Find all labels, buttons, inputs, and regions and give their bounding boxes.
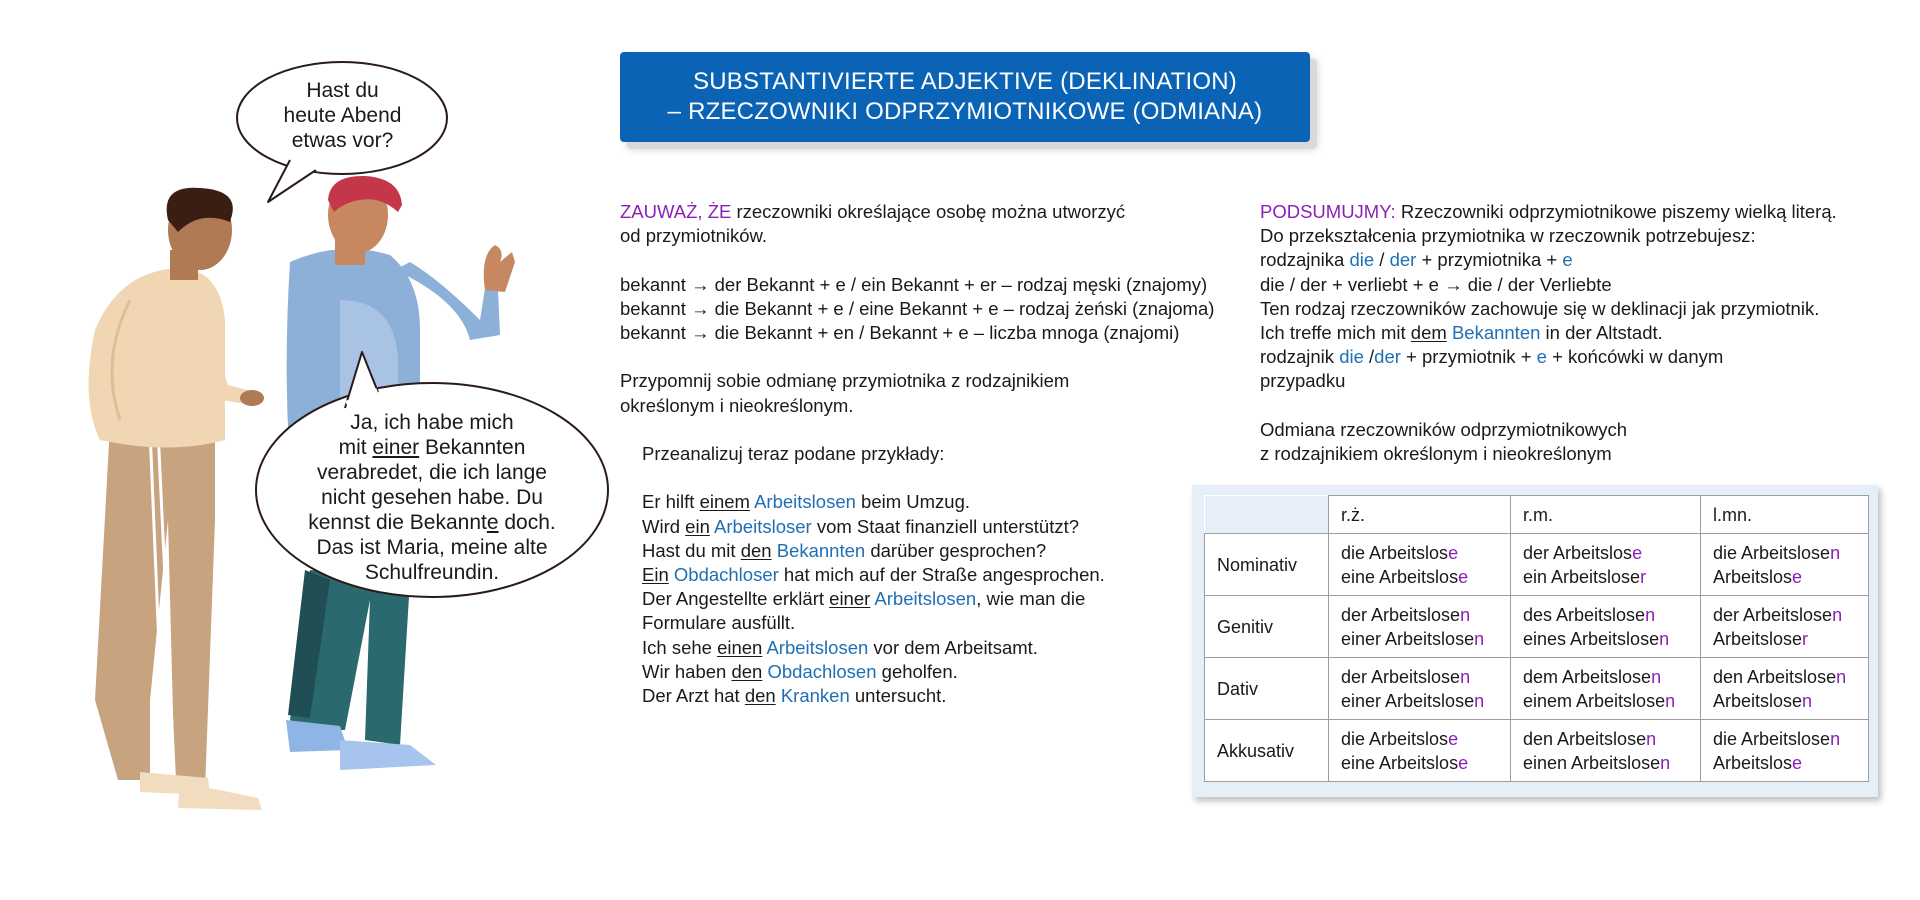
text-run: Bekannten: [419, 436, 526, 459]
declension-cell: [1701, 720, 1869, 782]
text-run: /: [1374, 249, 1390, 271]
summary-line: [1260, 248, 1880, 272]
word-ending: n: [1830, 728, 1841, 749]
declension-cell: [1701, 596, 1869, 658]
summary-line: Do przekształcenia przymiotnika w rzeczownik potrzebujesz:: [1260, 225, 1756, 247]
highlighted-article: der: [1389, 249, 1417, 271]
word-ending: n: [1651, 666, 1662, 687]
summary-text: Rzeczowniki odprzymiotnikowe piszemy wielką literą.: [1395, 201, 1837, 222]
declension-form: [1713, 627, 1856, 651]
word-ending: e: [1458, 752, 1469, 773]
word-stem: den Arbeitslose: [1523, 728, 1647, 749]
word-ending: n: [1474, 690, 1485, 711]
case-label: Nominativ: [1205, 534, 1329, 596]
highlighted-article: der: [1374, 346, 1401, 368]
word-stem: des Arbeitslose: [1523, 604, 1646, 625]
declension-cell: [1701, 658, 1869, 720]
highlighted-noun: Arbeitslosen: [874, 588, 977, 610]
word-stem: einer Arbeitslose: [1341, 628, 1475, 649]
bubble-top-text: [270, 78, 415, 153]
note-line: [620, 200, 1220, 224]
word-ending: n: [1645, 604, 1656, 625]
text-run: + przymiotnika +: [1416, 249, 1563, 271]
word-stem: die Arbeitslos: [1341, 542, 1449, 563]
word-stem: die Arbeitslos: [1341, 728, 1449, 749]
text-run: in der Altstadt.: [1540, 322, 1663, 344]
page-title: [620, 52, 1310, 142]
word-stem: Arbeitslose: [1713, 690, 1803, 711]
case-label: Genitiv: [1205, 596, 1329, 658]
underlined-article: den: [744, 685, 776, 706]
text-run: darüber gesprochen?: [865, 539, 1047, 561]
underlined-article: einem: [699, 491, 750, 513]
declension-cell: [1701, 534, 1869, 596]
word-ending: n: [1665, 690, 1676, 711]
table-row: [1205, 534, 1869, 596]
highlighted-noun: Arbeitslosen: [754, 491, 856, 513]
remind-line: Przypomnij sobie odmianę przymiotnika z rodzajnikiem: [620, 370, 1070, 392]
word-ending: n: [1660, 752, 1671, 773]
declension-form: [1523, 541, 1688, 565]
declension-table-panel: [1192, 485, 1878, 797]
title-line-1: SUBSTANTIVIERTE ADJEKTIVE (DEKLINATION): [693, 68, 1237, 95]
underlined-article: dem: [1410, 322, 1447, 344]
text-run: Der Arzt hat: [642, 685, 745, 706]
case-label: Akkusativ: [1205, 720, 1329, 782]
bubble-top-line: etwas vor?: [291, 129, 394, 152]
example-line: [642, 587, 1220, 611]
word-ending: n: [1460, 666, 1471, 687]
analyze-line: Przeanalizuj teraz podane przykłady:: [642, 442, 945, 464]
highlighted-noun: Arbeitslosen: [766, 636, 869, 658]
example-line: [642, 611, 1220, 635]
bubble-bottom-line: Ja, ich habe mich: [350, 411, 514, 434]
declension-form: [1523, 689, 1688, 713]
word-stem: der Arbeitslose: [1341, 604, 1461, 625]
text-run: Formulare ausfüllt.: [642, 612, 796, 634]
example-line: [642, 660, 1220, 684]
declension-cell: [1329, 658, 1511, 720]
word-stem: dem Arbeitslose: [1523, 666, 1652, 687]
summary-line: przypadku: [1260, 370, 1346, 392]
underlined-article: Ein: [642, 563, 669, 585]
declension-cell: [1511, 658, 1701, 720]
declension-cell: [1329, 534, 1511, 596]
table-corner-cell: [1205, 496, 1329, 534]
column-header: l.mn.: [1701, 496, 1869, 534]
text-run: vom Staat finanziell unterstützt?: [811, 515, 1080, 537]
example-line: [642, 515, 1220, 539]
table-row: [1205, 596, 1869, 658]
declension-form: [1713, 541, 1856, 565]
declension-form: [1341, 565, 1498, 589]
bubble-top-line: Hast du: [306, 79, 379, 102]
declension-form: [1523, 603, 1688, 627]
summary-line: Ten rodzaj rzeczowników zachowuje się w deklinacji jak przymiotnik.: [1260, 297, 1820, 319]
table-body: [1205, 534, 1869, 782]
word-stem: eines Arbeitslose: [1523, 628, 1660, 649]
highlighted-article: die: [1339, 346, 1364, 368]
declension-form: [1341, 751, 1498, 775]
word-ending: n: [1830, 542, 1841, 563]
declension-form: [1713, 565, 1856, 589]
summary-line: die / der + verliebt + e → die / der Verliebte: [1260, 273, 1612, 295]
underlined-article: den: [731, 660, 763, 682]
case-label: Dativ: [1205, 658, 1329, 720]
declension-form: [1523, 627, 1688, 651]
declension-form: [1341, 689, 1498, 713]
declension-form: [1523, 565, 1688, 589]
text-run: /: [1363, 346, 1375, 368]
summary-line: [1260, 321, 1880, 345]
word-stem: einem Arbeitslose: [1523, 690, 1666, 711]
text-run: kennst die Bekannt: [308, 511, 487, 534]
word-stem: einen Arbeitslose: [1523, 752, 1661, 773]
bubble-bottom-line: Schulfreundin.: [364, 561, 500, 584]
column-header: r.ż.: [1329, 496, 1511, 534]
note-label: ZAUWAŻ, ŻE: [620, 201, 732, 222]
declension-cell: [1329, 596, 1511, 658]
note-text: rzeczowniki określające osobę można utworzyć: [731, 201, 1126, 222]
underlined-article: einer: [372, 436, 420, 459]
declension-form: [1713, 751, 1856, 775]
text-run: + końcówki w danym: [1546, 346, 1724, 368]
word-ending: r: [1640, 566, 1647, 587]
remind-line: określonym i nieokreślonym.: [620, 394, 854, 416]
word-ending: n: [1836, 666, 1847, 687]
word-stem: der Arbeitslose: [1713, 604, 1833, 625]
word-ending: r: [1802, 628, 1809, 649]
underlined-article: ein: [685, 515, 710, 537]
declension-form: [1341, 603, 1498, 627]
highlighted-noun: Kranken: [780, 685, 850, 706]
word-ending: n: [1802, 690, 1813, 711]
bubble-top-line: heute Abend: [283, 104, 402, 127]
word-stem: der Arbeitslos: [1523, 542, 1633, 563]
word-stem: Arbeitslos: [1713, 566, 1793, 587]
declension-form: [1523, 665, 1688, 689]
summary-line: [1260, 200, 1880, 224]
highlighted-noun: Arbeitsloser: [714, 515, 812, 537]
declension-intro: z rodzajnikiem określonym i nieokreślonym: [1260, 443, 1612, 465]
highlighted-noun: Obdachlosen: [767, 660, 877, 682]
table-row: [1205, 658, 1869, 720]
word-ending: e: [1448, 728, 1459, 749]
declension-form: [1713, 665, 1856, 689]
form-line: bekannt → die Bekannt + e / eine Bekannt + e – rodzaj żeński (znajoma): [620, 297, 1215, 319]
word-ending: e: [1632, 542, 1643, 563]
declension-form: [1713, 603, 1856, 627]
word-ending: e: [1458, 566, 1469, 587]
word-ending: n: [1646, 728, 1657, 749]
word-stem: Arbeitslose: [1713, 628, 1803, 649]
declension-cell: [1511, 534, 1701, 596]
right-column: [1260, 200, 1880, 466]
word-stem: den Arbeitslose: [1713, 666, 1837, 687]
example-line: [642, 490, 1220, 514]
text-run: rodzajnika: [1260, 249, 1350, 271]
summary-line: [1260, 345, 1880, 369]
word-stem: Arbeitslos: [1713, 752, 1793, 773]
declension-intro: Odmiana rzeczowników odprzymiotnikowych: [1260, 418, 1628, 440]
text-run: Wird: [642, 515, 686, 537]
table-header-row: [1205, 496, 1869, 534]
examples-list: [620, 490, 1220, 708]
text-run: Wir haben: [642, 660, 732, 682]
text-run: untersucht.: [849, 685, 947, 706]
table-row: [1205, 720, 1869, 782]
word-stem: der Arbeitslose: [1341, 666, 1461, 687]
word-ending: n: [1832, 604, 1843, 625]
bubble-bottom-line: nicht gesehen habe. Du: [321, 486, 543, 509]
highlighted-noun: Bekannten: [776, 539, 866, 561]
highlighted-noun: Bekannten: [1451, 322, 1541, 344]
text-run: Er hilft: [642, 491, 700, 513]
word-stem: eine Arbeitslos: [1341, 752, 1459, 773]
declension-form: [1341, 665, 1498, 689]
text-run: Der Angestellte erklärt: [642, 588, 830, 610]
declension-form: [1523, 751, 1688, 775]
text-run: + przymiotnik +: [1400, 346, 1537, 368]
text-run: Hast du mit: [642, 539, 741, 561]
declension-form: [1341, 541, 1498, 565]
highlighted-ending: e: [1562, 249, 1573, 271]
text-run: Ich sehe: [642, 636, 718, 658]
bubble-bottom-text: [282, 410, 582, 585]
declension-form: [1523, 727, 1688, 751]
text-run: mit: [338, 436, 373, 459]
declension-cell: [1511, 596, 1701, 658]
underlined-ending: e: [486, 511, 499, 534]
declension-form: [1341, 627, 1498, 651]
text-run: hat mich auf der Straße angesprochen.: [778, 563, 1105, 585]
underlined-article: einen: [717, 636, 763, 658]
underlined-article: den: [740, 539, 772, 561]
word-ending: e: [1792, 566, 1803, 587]
man-left-figure: [89, 188, 264, 810]
title-line-2: – RZECZOWNIKI ODPRZYMIOTNIKOWE (ODMIANA): [667, 98, 1263, 125]
declension-form: [1341, 727, 1498, 751]
word-stem: einer Arbeitslose: [1341, 690, 1475, 711]
form-line: bekannt → die Bekannt + en / Bekannt + e – liczba mnoga (znajomi): [620, 322, 1180, 343]
word-stem: ein Arbeitslose: [1523, 566, 1641, 587]
bubble-bottom-line: Das ist Maria, meine alte: [316, 536, 548, 559]
declension-table: [1204, 495, 1869, 782]
word-ending: n: [1460, 604, 1471, 625]
example-line: [642, 563, 1220, 587]
declension-cell: [1329, 720, 1511, 782]
word-ending: e: [1792, 752, 1803, 773]
highlighted-article: die: [1349, 249, 1375, 271]
example-line: [642, 636, 1220, 660]
form-line: bekannt → der Bekannt + e / ein Bekannt + er – rodzaj męski (znajomy): [620, 273, 1208, 295]
bubble-bottom-line: [282, 510, 582, 535]
word-stem: die Arbeitslose: [1713, 728, 1831, 749]
example-line: [642, 684, 1220, 708]
conversation-illustration: [0, 0, 620, 830]
word-ending: n: [1659, 628, 1670, 649]
bubble-bottom-line: verabredet, die ich lange: [317, 461, 547, 484]
highlighted-noun: Obdachloser: [673, 563, 779, 585]
highlighted-ending: e: [1536, 346, 1547, 368]
word-ending: e: [1448, 542, 1459, 563]
word-stem: die Arbeitslose: [1713, 542, 1831, 563]
underlined-article: einer: [829, 588, 871, 610]
text-run: vor dem Arbeitsamt.: [868, 636, 1038, 658]
text-run: Ich treffe mich mit: [1260, 322, 1411, 344]
left-column: [620, 200, 1220, 708]
declension-form: [1713, 727, 1856, 751]
column-header: r.m.: [1511, 496, 1701, 534]
summary-label: PODSUMUJMY:: [1260, 201, 1396, 222]
example-line: [642, 539, 1220, 563]
declension-form: [1713, 689, 1856, 713]
note-line: od przymiotników.: [620, 225, 768, 247]
word-ending: n: [1474, 628, 1485, 649]
text-run: beim Umzug.: [855, 491, 971, 513]
bubble-bottom-line: [282, 435, 582, 460]
declension-cell: [1511, 720, 1701, 782]
text-run: , wie man die: [976, 588, 1086, 610]
text-run: doch.: [498, 511, 556, 534]
word-stem: eine Arbeitslos: [1341, 566, 1459, 587]
text-run: geholfen.: [876, 660, 958, 682]
text-run: rodzajnik: [1260, 346, 1340, 368]
